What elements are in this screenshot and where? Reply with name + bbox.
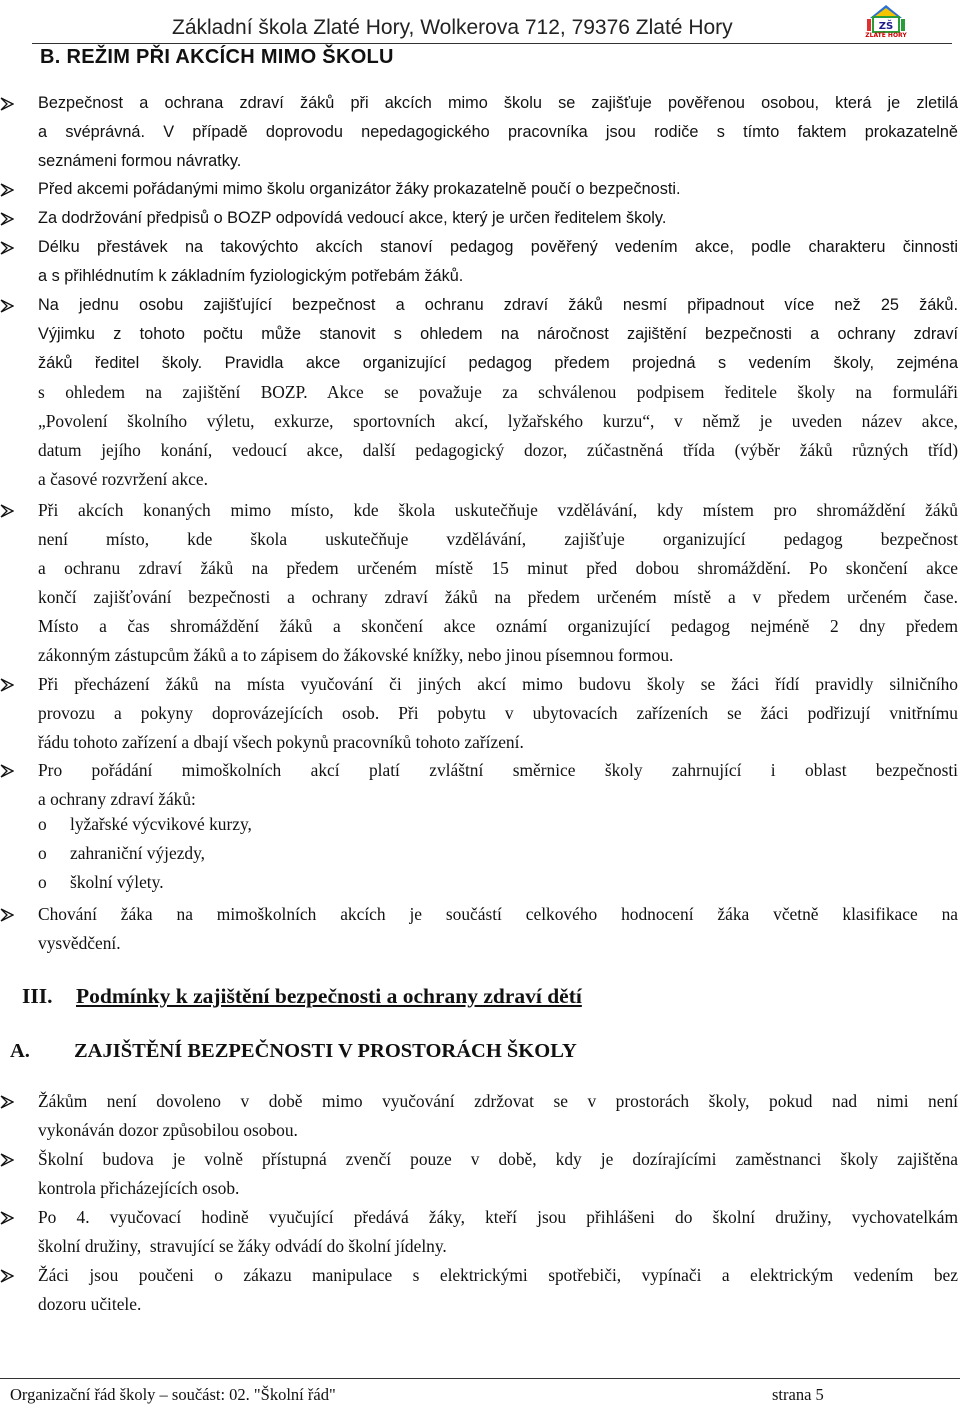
footer-page-number: strana 5	[772, 1385, 824, 1404]
arrow-bullet-icon	[0, 1211, 14, 1225]
arrow-bullet-icon	[0, 908, 14, 922]
list-item: Školní budova je volně přístupná zvenčí pouze v době, kdy je dozírajícími zaměstnanci školy zajištěna kontrola přicházejících osob.	[38, 1149, 958, 1198]
list-item: Žákům není dovoleno v době mimo vyučování zdržovat se v prostorách školy, pokud nad nimi není vykonáván dozor způsobilou osobou.	[38, 1091, 958, 1140]
list-item: Před akcemi pořádanými mimo školu organizátor žáky prokazatelně poučí o bezpečnosti.	[38, 180, 681, 198]
sub-bullet-marker: o	[38, 872, 47, 892]
section-a-number: A.	[10, 1040, 30, 1062]
arrow-bullet-icon	[0, 678, 14, 692]
section-iii-number: III.	[22, 984, 53, 1008]
arrow-bullet-icon	[0, 183, 14, 197]
section-iii-heading	[22, 984, 582, 1009]
footer-divider	[0, 1378, 960, 1379]
list-item: Na jednu osobu zajišťující bezpečnost a ochranu zdraví žáků nesmí připadnout více než 25 žáků. Výjimku z tohoto počtu může stanovit s ohledem na náročnost zajištění bezpečnosti a ochrany zdraví žáků ředitel školy. Pravidla akce organizující pedagog předem projedná s vedením školy, zejména	[38, 296, 958, 372]
sub-bullet-marker: o	[38, 814, 47, 834]
header-school-name: Základní škola Zlaté Hory, Wolkerova 712, 79376 Zlaté Hory	[172, 16, 733, 39]
list-item: Délku přestávek na takovýchto akcích stanoví pedagog pověřený vedením akce, podle charakteru činnosti a s přihlédnutím k základním fyziologickým potřebám žáků.	[38, 238, 958, 285]
section-a-heading	[10, 1040, 577, 1063]
school-logo	[864, 2, 908, 42]
logo-caption: ZLATÉ HORY	[865, 32, 907, 39]
sub-list-item: školní výlety.	[70, 872, 164, 892]
header-divider	[32, 43, 952, 44]
list-item: Žáci jsou poučeni o zákazu manipulace s elektrickými spotřebiči, vypínači a elektrickým vedením bez dozoru učitele.	[38, 1265, 958, 1314]
sub-list-item: lyžařské výcvikové kurzy,	[70, 814, 252, 834]
list-item: Po 4. vyučovací hodině vyučující předává žáky, kteří jsou přihlášeni do školní družiny, vychovatelkám školní družiny, stravující se žáky odvádí do školní jídelny.	[38, 1207, 958, 1256]
section-iii-title: Podmínky k zajištění bezpečnosti a ochrany zdraví dětí	[76, 984, 582, 1008]
arrow-bullet-icon	[0, 299, 14, 313]
arrow-bullet-icon	[0, 241, 14, 255]
list-item-continuation: s ohledem na zajištění BOZP. Akce se považuje za schválenou podpisem ředitele školy na formuláři „Povolení školního výletu, exkurze, sportovních akcí, lyžařského kurzu“, v němž je uveden název akce, datum jejího konání, vedoucí akce, další pedagogický dozor, zúčastněná třída (výběr žáků různých tříd) a časové rozvržení akce.	[38, 382, 958, 489]
arrow-bullet-icon	[0, 1269, 14, 1283]
sub-list-item: zahraniční výjezdy,	[70, 843, 206, 863]
arrow-bullet-icon	[0, 212, 14, 226]
arrow-bullet-icon	[0, 764, 14, 778]
logo-initials: ZŠ	[878, 21, 894, 32]
section-a-title: ZAJIŠTĚNÍ BEZPEČNOSTI V PROSTORÁCH ŠKOLY	[74, 1040, 577, 1062]
section-b-title: B. REŽIM PŘI AKCÍCH MIMO ŠKOLU	[40, 46, 394, 68]
page-header	[0, 0, 960, 46]
arrow-bullet-icon	[0, 1153, 14, 1167]
arrow-bullet-icon	[0, 97, 14, 111]
list-item: Při přecházení žáků na místa vyučování či jiných akcí mimo budovu školy se žáci řídí pravidly silničního provozu a pokyny doprovázejících osob. Při pobytu v ubytovacích zařízeních se žáci podřizují vnitřnímu řádu tohoto zařízení a dbají všech pokynů pracovníků tohoto zařízení.	[38, 674, 958, 752]
footer-document-name: Organizační řád školy – součást: 02. "Školní řád"	[10, 1385, 336, 1404]
list-item: Pro pořádání mimoškolních akcí platí zvláštní směrnice školy zahrnující i oblast bezpečnosti a ochrany zdraví žáků:	[38, 760, 958, 809]
list-item: Při akcích konaných mimo místo, kde škola uskutečňuje vzdělávání, kdy místem pro shromáždění žáků není místo, kde škola uskutečňuje vzdělávání, zajišťuje organizující pedagog bezpečnost a ochranu zdraví žáků na předem určeném místě 15 minut před dobou shromáždění. Po skončení akce končí zajišťování bezpečnosti a ochrany zdraví žáků na předem určeném místě a v předem určeném čase. Místo a čas shromáždění žáků a skončení akce oznámí organizující pedagog nejméně 2 dny předem zákonným zástupcům žáků a to zápisem do žákovské knížky, nebo jinou písemnou formou.	[38, 500, 958, 665]
arrow-bullet-icon	[0, 1095, 14, 1109]
list-item: Bezpečnost a ochrana zdraví žáků při akcích mimo školu se zajišťuje pověřenou osobou, která je zletilá a svéprávná. V případě doprovodu nepedagogického pracovníka jsou rodiče s tímto faktem prokazatelně seznámeni formou návratky.	[38, 94, 958, 170]
list-item: Za dodržování předpisů o BOZP odpovídá vedoucí akce, který je určen ředitelem školy.	[38, 209, 667, 227]
list-item: Chování žáka na mimoškolních akcích je součástí celkového hodnocení žáka včetně klasifikace na vysvědčení.	[38, 904, 958, 953]
sub-bullet-marker: o	[38, 843, 47, 863]
arrow-bullet-icon	[0, 504, 14, 518]
